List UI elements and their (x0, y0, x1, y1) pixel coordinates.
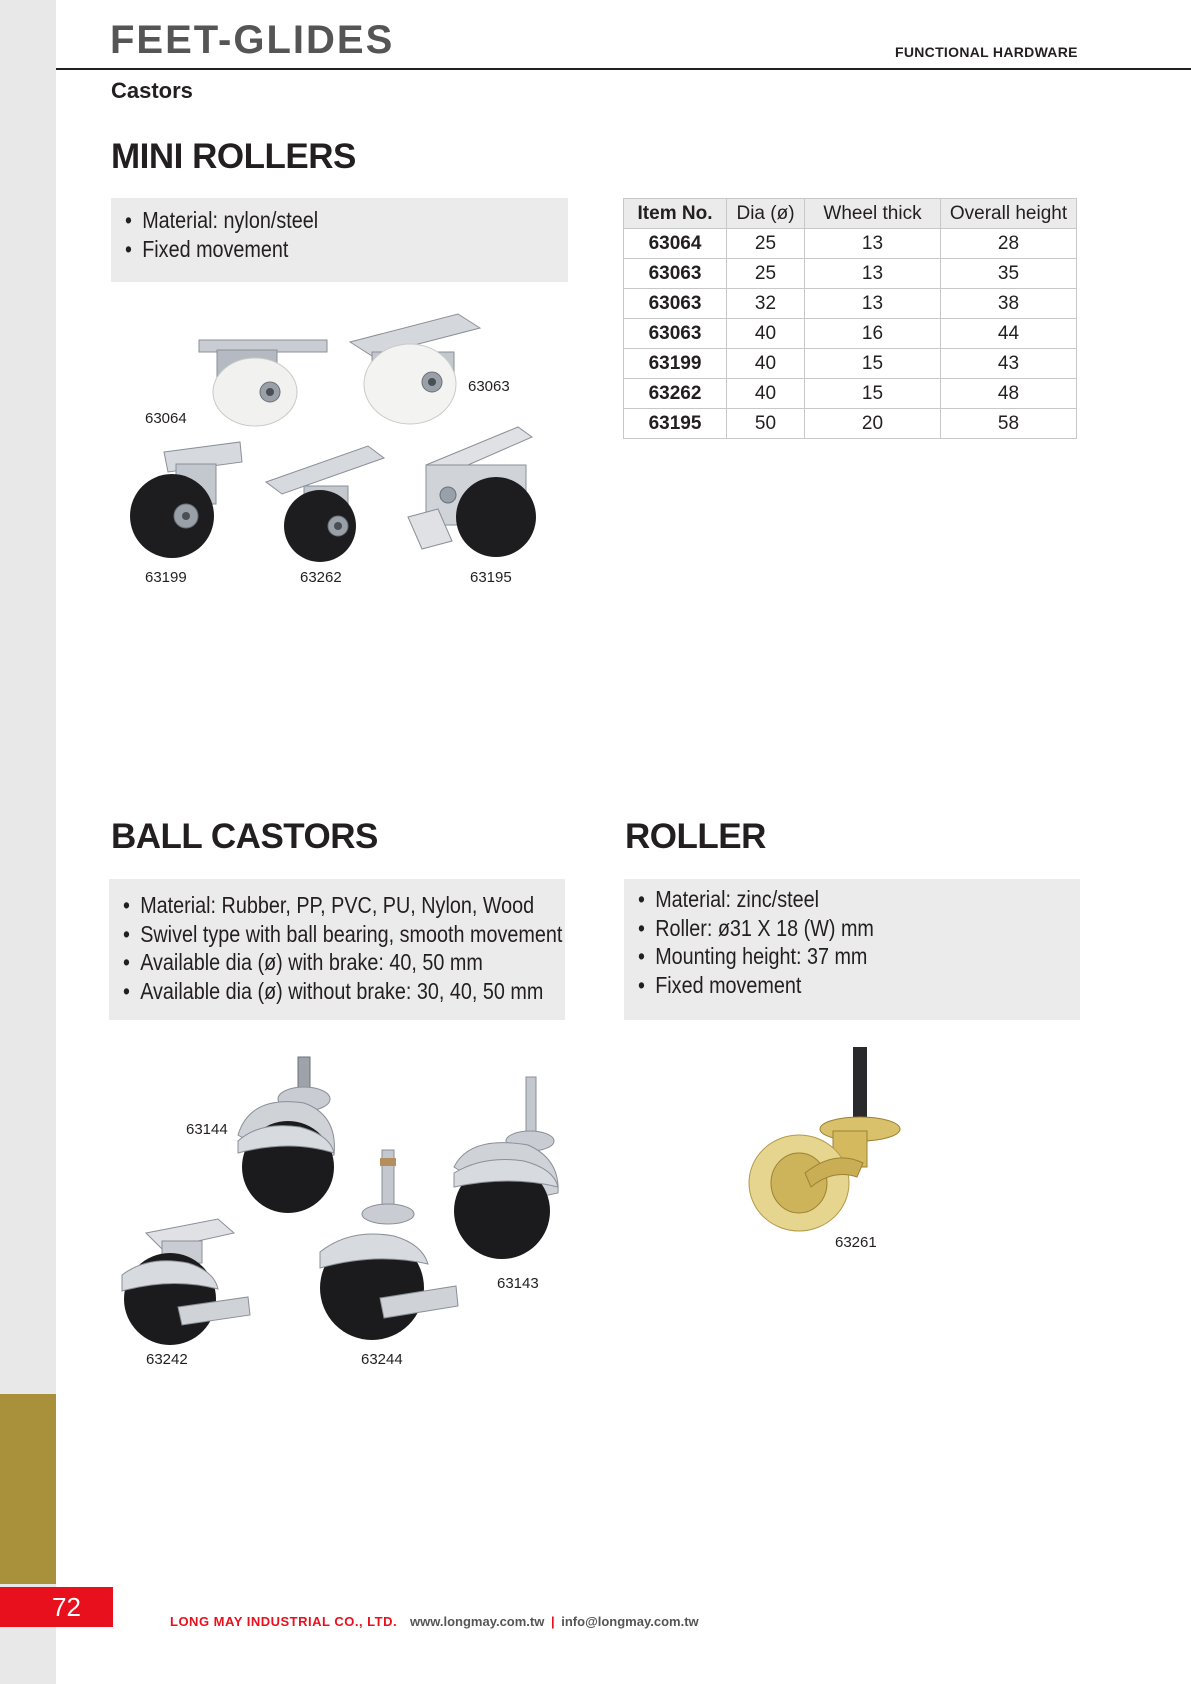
ball-castor-63143-image (450, 1075, 565, 1265)
footer-separator: | (550, 1614, 555, 1629)
feature-item: • Available dia (ø) with brake: 40, 50 mm (123, 948, 503, 977)
mini-roller-63199-image (124, 440, 249, 560)
dia-cell: 32 (727, 289, 805, 319)
table-row (624, 289, 1077, 319)
table-row (624, 409, 1077, 439)
feature-item: • Fixed movement (638, 971, 1018, 1000)
feature-item: • Swivel type with ball bearing, smooth movement (123, 920, 503, 949)
item-number-cell: 63064 (624, 229, 727, 259)
page-number: 72 (0, 1587, 113, 1627)
dia-cell: 25 (727, 259, 805, 289)
mini-roller-63195-image (408, 425, 543, 560)
item-number-cell: 63063 (624, 319, 727, 349)
wheel-thick-cell: 13 (805, 229, 941, 259)
feature-item: • Roller: ø31 X 18 (W) mm (638, 914, 1018, 943)
footer-contact (410, 1614, 699, 1629)
product-label-63063: 63063 (468, 378, 510, 395)
footer-email[interactable]: info@longmay.com.tw (561, 1614, 699, 1629)
category-label: FUNCTIONAL HARDWARE (895, 44, 1078, 60)
wheel-thick-cell: 16 (805, 319, 941, 349)
table-row (624, 229, 1077, 259)
overall-height-cell: 28 (941, 229, 1077, 259)
overall-height-cell: 58 (941, 409, 1077, 439)
feature-item: • Material: nylon/steel (125, 206, 506, 235)
overall-height-cell: 38 (941, 289, 1077, 319)
item-number-cell: 63262 (624, 379, 727, 409)
header-divider (56, 68, 1191, 70)
table-row (624, 379, 1077, 409)
table-row (624, 349, 1077, 379)
product-label-63195: 63195 (470, 569, 512, 586)
roller-heading: ROLLER (625, 817, 766, 856)
column-header: Overall height (941, 199, 1077, 229)
page-title: FEET-GLIDES (110, 18, 395, 62)
overall-height-cell: 44 (941, 319, 1077, 349)
subcategory-label: Castors (111, 78, 193, 103)
dia-cell: 40 (727, 379, 805, 409)
overall-height-cell: 35 (941, 259, 1077, 289)
feature-item: • Material: Rubber, PP, PVC, PU, Nylon, Wood (123, 891, 503, 920)
ball-castor-63244-image (310, 1148, 460, 1343)
section-color-tab (0, 1394, 56, 1584)
product-label-63199: 63199 (145, 569, 187, 586)
item-number-cell: 63199 (624, 349, 727, 379)
product-label-63262: 63262 (300, 569, 342, 586)
mini-rollers-spec-table (623, 198, 1077, 439)
feature-item: • Fixed movement (125, 235, 506, 264)
dia-cell: 40 (727, 349, 805, 379)
item-number-cell: 63063 (624, 259, 727, 289)
mini-roller-63064-image (195, 330, 335, 430)
column-header: Wheel thick (805, 199, 941, 229)
dia-cell: 25 (727, 229, 805, 259)
mini-roller-63063-image (348, 312, 483, 427)
product-label-63261: 63261 (835, 1234, 877, 1251)
wheel-thick-cell: 20 (805, 409, 941, 439)
dia-cell: 50 (727, 409, 805, 439)
item-number-cell: 63195 (624, 409, 727, 439)
footer-company: LONG MAY INDUSTRIAL CO., LTD. (170, 1614, 398, 1629)
table-header-row (624, 199, 1077, 229)
roller-features (624, 879, 1080, 1020)
table-row (624, 319, 1077, 349)
product-label-63144: 63144 (186, 1121, 228, 1138)
ball-castor-63242-image (118, 1215, 258, 1350)
wheel-thick-cell: 13 (805, 289, 941, 319)
mini-rollers-heading: MINI ROLLERS (111, 137, 356, 176)
mini-rollers-features (111, 198, 568, 282)
feature-item: • Material: zinc/steel (638, 885, 1018, 914)
overall-height-cell: 48 (941, 379, 1077, 409)
product-label-63064: 63064 (145, 410, 187, 427)
column-header: Item No. (624, 199, 727, 229)
item-number-cell: 63063 (624, 289, 727, 319)
overall-height-cell: 43 (941, 349, 1077, 379)
column-header: Dia (ø) (727, 199, 805, 229)
feature-item: • Available dia (ø) without brake: 30, 40, 50 mm (123, 977, 503, 1006)
roller-63261-image (745, 1045, 905, 1245)
wheel-thick-cell: 15 (805, 379, 941, 409)
ball-castors-features (109, 879, 565, 1020)
mini-roller-63262-image (264, 444, 389, 564)
table-row (624, 259, 1077, 289)
feature-item: • Mounting height: 37 mm (638, 942, 1018, 971)
product-label-63244: 63244 (361, 1351, 403, 1368)
product-label-63242: 63242 (146, 1351, 188, 1368)
wheel-thick-cell: 15 (805, 349, 941, 379)
ball-castors-heading: BALL CASTORS (111, 817, 378, 856)
wheel-thick-cell: 13 (805, 259, 941, 289)
dia-cell: 40 (727, 319, 805, 349)
footer-website[interactable]: www.longmay.com.tw (410, 1614, 545, 1629)
product-label-63143: 63143 (497, 1275, 539, 1292)
